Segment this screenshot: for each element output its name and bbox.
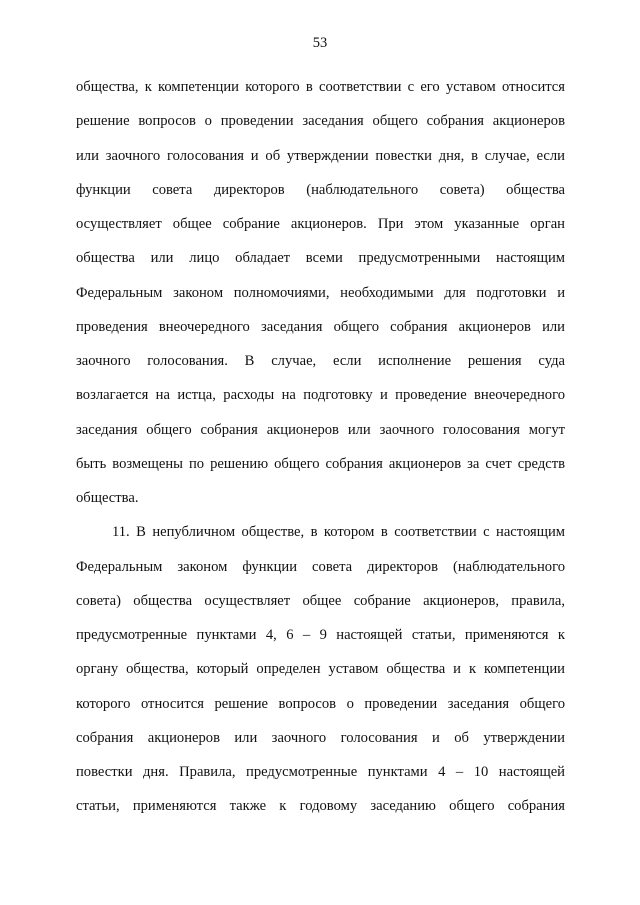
text-line: общества, к компетенции которого в соответствии с его уставом относится xyxy=(76,79,565,95)
text-line: заседания общего собрания акционеров или заочного голосования могут xyxy=(76,421,565,438)
text-line: решение вопросов о проведении заседания общего собрания акционеров xyxy=(76,113,565,130)
text-line: проведения внеочередного заседания общего собрания акционеров или xyxy=(76,318,565,335)
text-line: собрания акционеров или заочного голосования и об утверждении xyxy=(76,729,565,746)
paragraph-2 xyxy=(76,522,565,830)
text-line: осуществляет общее собрание акционеров. При этом указанные орган xyxy=(76,216,565,232)
paragraph-1 xyxy=(76,77,565,522)
text-line: органу общества, который определен уставом общества и к компетенции xyxy=(76,661,565,678)
text-line: повестки дня. Правила, предусмотренные пунктами 4 – 10 настоящей xyxy=(76,764,565,780)
text-line: совета) общества осуществляет общее собрание акционеров, правила, xyxy=(76,592,565,609)
text-line: статьи, применяются также к годовому заседанию общего собрания xyxy=(76,798,565,815)
text-line: Федеральным законом полномочиями, необходимыми для подготовки и xyxy=(76,284,565,301)
text-line: общества. xyxy=(76,490,139,506)
text-line: быть возмещены по решению общего собрания акционеров за счет средств xyxy=(76,455,565,472)
text-line: 11. В непубличном обществе, в котором в соответствии с настоящим xyxy=(112,524,565,541)
page-number: 53 xyxy=(312,35,328,51)
text-line: которого относится решение вопросов о проведении заседания общего xyxy=(76,695,565,712)
text-line: общества или лицо обладает всеми предусмотренными настоящим xyxy=(76,250,565,267)
text-line: заочного голосования. В случае, если исполнение решения суда xyxy=(76,353,565,369)
body-text xyxy=(76,77,565,831)
text-line: Федеральным законом функции совета директоров (наблюдательного xyxy=(76,558,565,575)
text-line: предусмотренные пунктами 4, 6 – 9 настоящей статьи, применяются к xyxy=(76,627,565,643)
text-line: возлагается на истца, расходы на подготовку и проведение внеочередного xyxy=(76,387,565,404)
text-line: или заочного голосования и об утверждении повестки дня, в случае, если xyxy=(76,147,565,164)
text-line: функции совета директоров (наблюдательного совета) общества xyxy=(76,181,565,198)
